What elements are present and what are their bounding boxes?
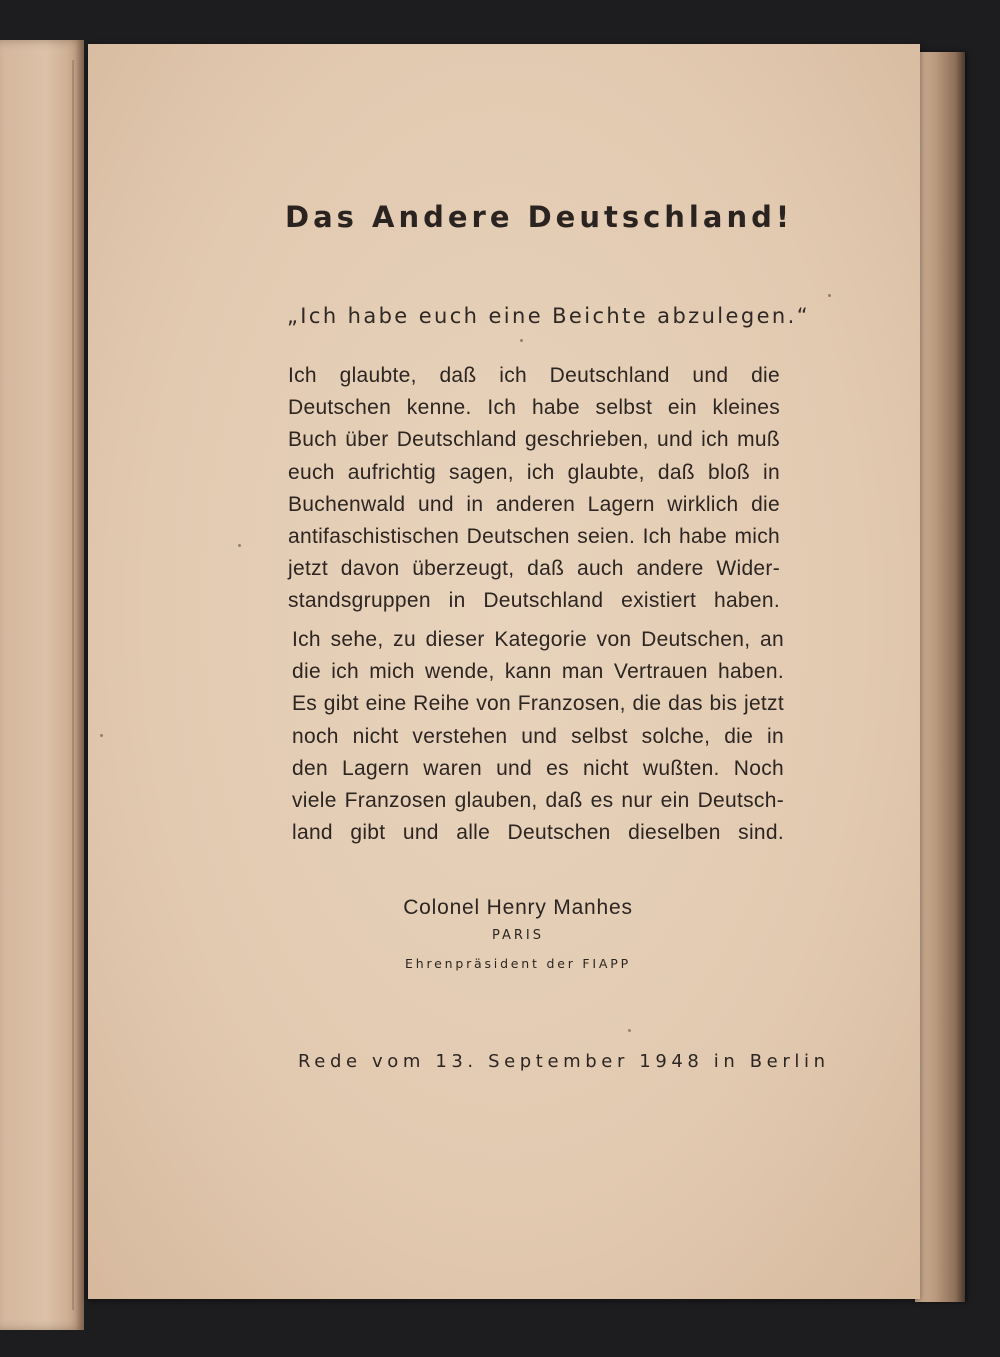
paper-speck (520, 339, 523, 342)
text-line: euch aufrichtig sagen, ich glaubte, daß bloß in (288, 460, 780, 484)
paragraph-2 (292, 624, 784, 849)
text-line: Es gibt eine Reihe von Franzosen, die das bis jetzt (292, 692, 784, 716)
text-line: die ich mich wende, kann man Vertrauen haben. (292, 660, 784, 684)
book-page (88, 44, 920, 1299)
paper-speck (628, 1029, 631, 1032)
page-title: Das Andere Deutschland! (285, 200, 794, 234)
text-line: den Lagern waren und es nicht wußten. Noch (292, 756, 784, 780)
text-line: Ich glaubte, daß ich Deutschland und die (288, 364, 780, 387)
text-line: land gibt und alle Deutschen dieselben sind. (292, 821, 784, 845)
signature-name: Colonel Henry Manhes (403, 896, 633, 919)
text-line: standsgruppen in Deutschland existiert haben. (288, 589, 780, 613)
paragraph-1 (288, 360, 780, 618)
text-line: Buchenwald und in anderen Lagern wirklich die (288, 492, 780, 516)
signature-role: Ehrenpräsident der FIAPP (405, 956, 631, 971)
page-stack-edge (915, 52, 965, 1302)
text-line: antifaschistischen Deutschen seien. Ich habe mich (288, 525, 780, 549)
paper-speck (828, 294, 831, 297)
text-line: Buch über Deutschland geschrieben, und ich muß (288, 428, 780, 452)
speech-date-footer: Rede vom 13. September 1948 in Berlin (298, 1051, 830, 1072)
left-page-edge (0, 40, 84, 1330)
text-line: jetzt davon überzeugt, daß auch andere Wider- (288, 557, 780, 581)
text-line: Ich sehe, zu dieser Kategorie von Deutschen, an (292, 628, 784, 651)
signature-city: PARIS (491, 928, 545, 943)
text-line: viele Franzosen glauben, daß es nur ein Deutsch- (292, 789, 784, 813)
text-line: noch nicht verstehen und selbst solche, die in (292, 724, 784, 748)
text-line: Deutschen kenne. Ich habe selbst ein kleines (288, 396, 780, 420)
opening-quote: „Ich habe euch eine Beichte abzulegen.“ (287, 304, 810, 328)
paper-speck (238, 544, 241, 547)
paper-speck (100, 734, 103, 737)
